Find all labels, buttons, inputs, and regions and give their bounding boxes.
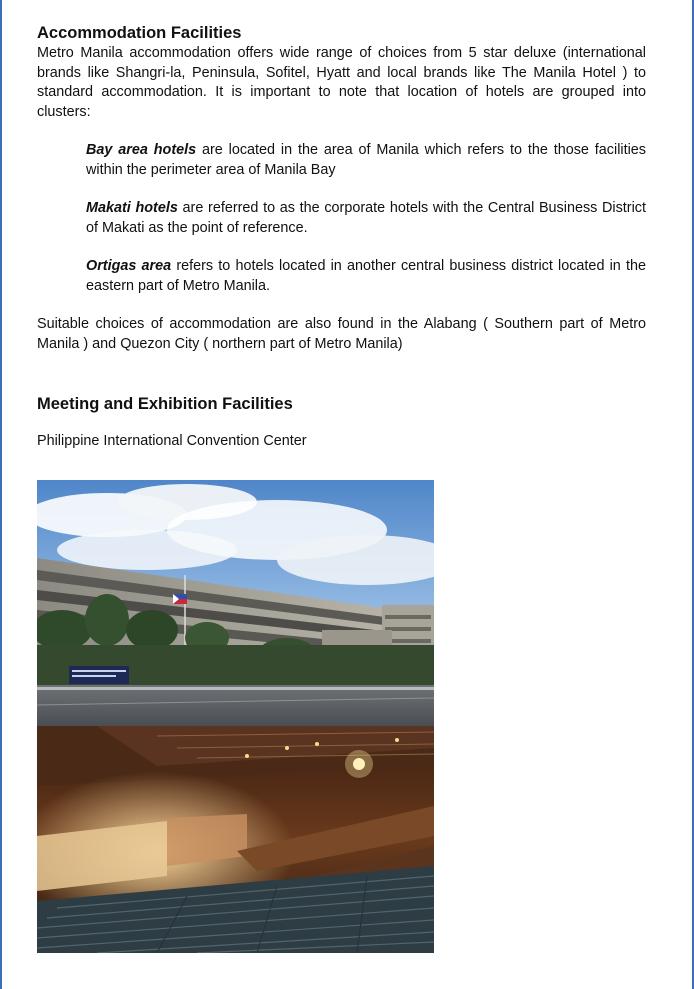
accommodation-heading: Accommodation Facilities [37,24,242,42]
cluster-text: refers to hotels located in another central business district located in the eastern part of Metro Manila. [86,258,646,294]
venue-exterior-photo [37,480,434,726]
cluster-makati [86,199,646,238]
venue-caption: Philippine International Convention Center [37,433,307,449]
cluster-bay-area [86,141,646,180]
cluster-name: Bay area hotels [86,142,197,158]
cluster-name: Ortigas area [86,258,172,274]
cluster-text: are referred to as the corporate hotels with the Central Business District of Makati as the point of reference. [86,200,646,236]
cluster-ortigas [86,257,646,296]
venue-interior-photo [37,726,434,953]
cluster-name: Makati hotels [86,200,178,216]
venue-photos [37,480,434,953]
accommodation-intro: Metro Manila accommodation offers wide range of choices from 5 star deluxe (international brands like Shangri-la, Peninsula, Sofitel, Hyatt and local brands like The Manila Hotel ) to standard accommodation. It is important to note that location of hotels are grouped into clusters: [37,45,646,120]
document-body [37,22,646,452]
cluster-text: are located in the area of Manila which refers to the those facilities within the perimeter area of Manila Bay [86,142,646,178]
meeting-heading: Meeting and Exhibition Facilities [37,395,293,413]
accommodation-closing: Suitable choices of accommodation are also found in the Alabang ( Southern part of Metro Manila ) and Quezon City ( northern part of Metro Manila) [37,316,646,352]
